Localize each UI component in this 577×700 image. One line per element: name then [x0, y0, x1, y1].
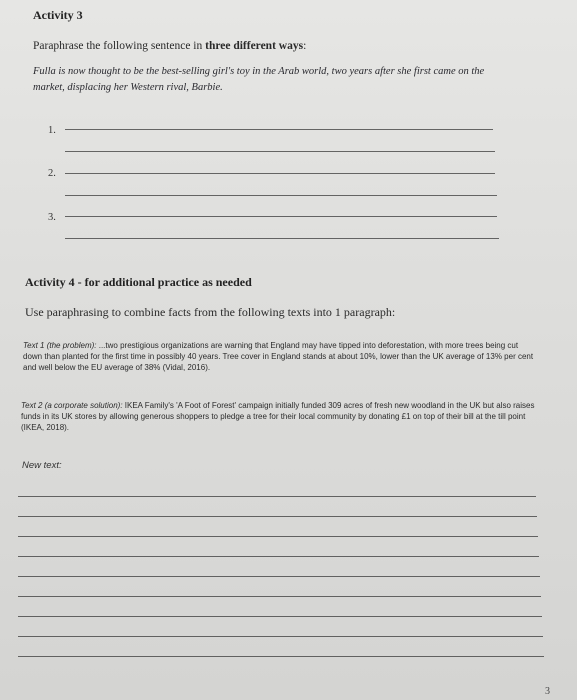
answer-line[interactable]	[65, 216, 497, 217]
text2-body: IKEA Family's 'A Foot of Forest' campaign initially funded 309 acres of fresh new woodland in the UK but also raises funds in its UK stores by allowing generous shoppers to pledge a tree for their local community by donating £1 on top of their bill at the till point (IKEA, 2018).	[21, 401, 535, 432]
writing-line[interactable]	[18, 556, 539, 557]
answer-line[interactable]	[65, 238, 499, 239]
activity4-instruction: Use paraphrasing to combine facts from the following texts into 1 paragraph:	[25, 305, 396, 319]
answer-line[interactable]	[65, 173, 495, 174]
text2-label: Text 2 (a corporate solution):	[21, 401, 123, 410]
writing-line[interactable]	[18, 496, 536, 497]
text1-body: ...two prestigious organizations are warning that England may have tipped into deforestation, with more trees being cut down than planted for the first time in possibly 40 years. Tree cover in England stands at about 10%, lower than the UK average of 13% per cent and well below the EU average of 38% (Vidal, 2016).	[23, 341, 534, 372]
activity3-instruction-suffix: :	[303, 40, 307, 52]
writing-line[interactable]	[18, 576, 540, 577]
answer-number-2: 2.	[48, 168, 56, 179]
activity4-title: Activity 4 - for additional practice as needed	[25, 275, 252, 289]
writing-line[interactable]	[18, 536, 538, 537]
writing-line[interactable]	[18, 616, 542, 617]
answer-line[interactable]	[65, 195, 497, 196]
answer-number-1: 1.	[48, 125, 56, 136]
activity3-title: Activity 3	[33, 8, 83, 22]
new-text-label: New text:	[22, 460, 62, 471]
text2-paragraph	[21, 400, 535, 433]
activity3-quote: Fulla is now thought to be the best-selling girl's toy in the Arab world, two years after she first came on the market, displacing her Western rival, Barbie.	[33, 66, 485, 93]
activity3-instruction-prefix: Paraphrase the following sentence in	[33, 40, 206, 52]
answer-number-3: 3.	[48, 212, 56, 223]
answer-line[interactable]	[65, 129, 493, 130]
writing-line[interactable]	[18, 636, 543, 637]
writing-line[interactable]	[18, 656, 544, 657]
writing-line[interactable]	[18, 516, 537, 517]
activity3-instruction-emphasis: three different ways	[205, 40, 304, 52]
page-number: 3	[545, 686, 550, 697]
text1-label: Text 1 (the problem):	[23, 341, 97, 350]
activity3-instruction	[33, 40, 306, 52]
text1-paragraph	[23, 340, 535, 373]
writing-line[interactable]	[18, 596, 541, 597]
answer-line[interactable]	[65, 151, 495, 152]
